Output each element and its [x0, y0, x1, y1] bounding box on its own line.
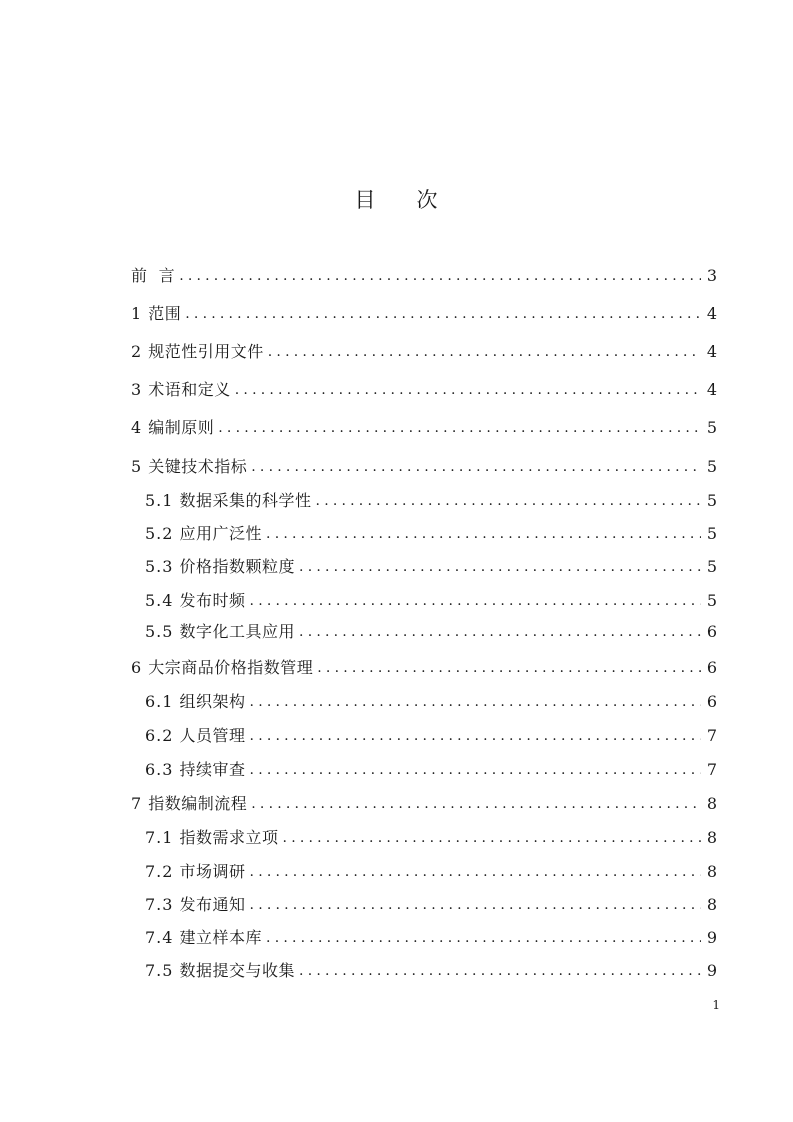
toc-entry-leader-dots [185, 302, 701, 326]
toc-entry[interactable] [145, 489, 717, 513]
toc-entry-leader-dots [266, 522, 701, 546]
toc-entry-leader-dots [250, 724, 701, 748]
toc-entry-title: 关键技术指标 [148, 457, 248, 476]
toc-entry-number: 5 [131, 457, 149, 476]
toc-entry-leader-dots [235, 378, 701, 402]
toc-entry-page-number: 5 [706, 457, 717, 476]
toc-entry-leader-dots [299, 555, 701, 579]
toc-entry[interactable] [131, 416, 717, 440]
toc-entry[interactable] [145, 555, 717, 579]
toc-entry-leader-dots [283, 826, 701, 850]
toc-entry-title: 人员管理 [179, 726, 246, 745]
toc-entry-page-number: 8 [706, 862, 717, 881]
toc-entry-title: 发布时频 [179, 591, 246, 610]
toc-entry[interactable] [145, 860, 717, 884]
toc-entry-leader-dots [250, 893, 701, 917]
toc-entry-number: 7.4 [145, 928, 180, 947]
toc-entry-title: 编制原则 [148, 418, 215, 437]
toc-entry[interactable] [145, 826, 717, 850]
toc-entry-number: 4 [131, 418, 149, 437]
toc-entry-leader-dots [218, 416, 701, 440]
toc-entry-number: 7.3 [145, 895, 180, 914]
toc-entry[interactable] [131, 378, 717, 402]
toc-entry-page-number: 5 [706, 557, 717, 576]
toc-entry-page-number: 5 [706, 491, 717, 510]
toc-entry-leader-dots [250, 690, 701, 714]
toc-entry-title: 指数需求立项 [179, 828, 279, 847]
toc-entry-number: 7.5 [145, 961, 180, 980]
toc-title-char-2: 次 [416, 188, 439, 212]
toc-entry[interactable] [131, 264, 717, 288]
toc-entry-page-number: 6 [706, 622, 717, 641]
toc-entry-title: 前 言 [131, 266, 176, 285]
toc-entry[interactable] [131, 792, 717, 816]
toc-entry-number: 7.2 [145, 862, 180, 881]
toc-entry-page-number: 3 [706, 266, 717, 285]
toc-entry[interactable] [145, 522, 717, 546]
toc-entry[interactable] [145, 959, 717, 983]
toc-entry-number: 7 [131, 794, 149, 813]
toc-entry-leader-dots [299, 620, 701, 644]
toc-entry-title: 发布通知 [179, 895, 246, 914]
toc-entry-number: 2 [131, 342, 149, 361]
toc-entry-title: 市场调研 [179, 862, 246, 881]
toc-entry-number: 5.2 [145, 524, 180, 543]
toc-title [0, 184, 793, 214]
toc-entry-leader-dots [250, 589, 701, 613]
toc-entry-number: 3 [131, 380, 149, 399]
page-number: 1 [712, 998, 720, 1012]
toc-entry[interactable] [131, 455, 717, 479]
toc-entry-number: 6 [131, 658, 149, 677]
toc-entry-leader-dots [317, 656, 701, 680]
toc-entry[interactable] [145, 758, 717, 782]
toc-entry-page-number: 6 [706, 658, 717, 677]
toc-entry-number: 1 [131, 304, 149, 323]
toc-entry-number: 6.3 [145, 760, 180, 779]
toc-entry-page-number: 5 [706, 418, 717, 437]
toc-entry-number: 5.3 [145, 557, 180, 576]
toc-entry-title: 范围 [148, 304, 182, 323]
toc-entry-page-number: 8 [706, 895, 717, 914]
toc-entry-page-number: 9 [706, 961, 717, 980]
toc-entry-leader-dots [316, 489, 701, 513]
toc-entry-title: 术语和定义 [148, 380, 231, 399]
toc-entry-leader-dots [299, 959, 701, 983]
toc-entry-leader-dots [251, 792, 701, 816]
toc-entry-leader-dots [179, 264, 701, 288]
toc-entry-title: 数据采集的科学性 [179, 491, 312, 510]
toc-entry-page-number: 8 [706, 794, 717, 813]
toc-entry-page-number: 4 [706, 342, 717, 361]
toc-entry-number: 6.2 [145, 726, 180, 745]
toc-entry-leader-dots [250, 860, 701, 884]
toc-entry-title: 规范性引用文件 [148, 342, 264, 361]
toc-entry-page-number: 5 [706, 591, 717, 610]
toc-entry[interactable] [145, 724, 717, 748]
toc-entry-title: 数据提交与收集 [179, 961, 296, 980]
toc-entry[interactable] [131, 656, 717, 680]
toc-entry-page-number: 8 [706, 828, 717, 847]
toc-entry-page-number: 6 [706, 692, 717, 711]
toc-entry-number: 5.4 [145, 591, 180, 610]
toc-entry-leader-dots [268, 340, 701, 364]
toc-entry-title: 指数编制流程 [148, 794, 248, 813]
toc-entry-page-number: 9 [706, 928, 717, 947]
toc-entry[interactable] [145, 926, 717, 950]
toc-entry-title: 持续审查 [179, 760, 246, 779]
toc-entry-title: 价格指数颗粒度 [179, 557, 296, 576]
toc-entry-title: 应用广泛性 [179, 524, 263, 543]
toc-entry-number: 5.1 [145, 491, 180, 510]
toc-entry-number: 7.1 [145, 828, 180, 847]
toc-entry-leader-dots [266, 926, 701, 950]
toc-entry[interactable] [145, 893, 717, 917]
toc-entry-page-number: 4 [706, 304, 717, 323]
toc-entry[interactable] [145, 620, 717, 644]
toc-entry-page-number: 4 [706, 380, 717, 399]
toc-entry-page-number: 7 [706, 760, 717, 779]
toc-entry[interactable] [131, 302, 717, 326]
toc-entry[interactable] [145, 690, 717, 714]
toc-title-char-1: 目 [354, 188, 377, 212]
toc-entry[interactable] [145, 589, 717, 613]
toc-entry-number: 6.1 [145, 692, 180, 711]
toc-entry-page-number: 5 [706, 524, 717, 543]
toc-entry-title: 数字化工具应用 [179, 622, 296, 641]
toc-entry[interactable] [131, 340, 717, 364]
toc-entry-leader-dots [251, 455, 701, 479]
toc-entry-title: 建立样本库 [179, 928, 263, 947]
toc-entry-number: 5.5 [145, 622, 180, 641]
toc-entry-title: 组织架构 [179, 692, 246, 711]
toc-entry-title: 大宗商品价格指数管理 [148, 658, 314, 677]
toc-entry-page-number: 7 [706, 726, 717, 745]
toc-entry-leader-dots [250, 758, 701, 782]
